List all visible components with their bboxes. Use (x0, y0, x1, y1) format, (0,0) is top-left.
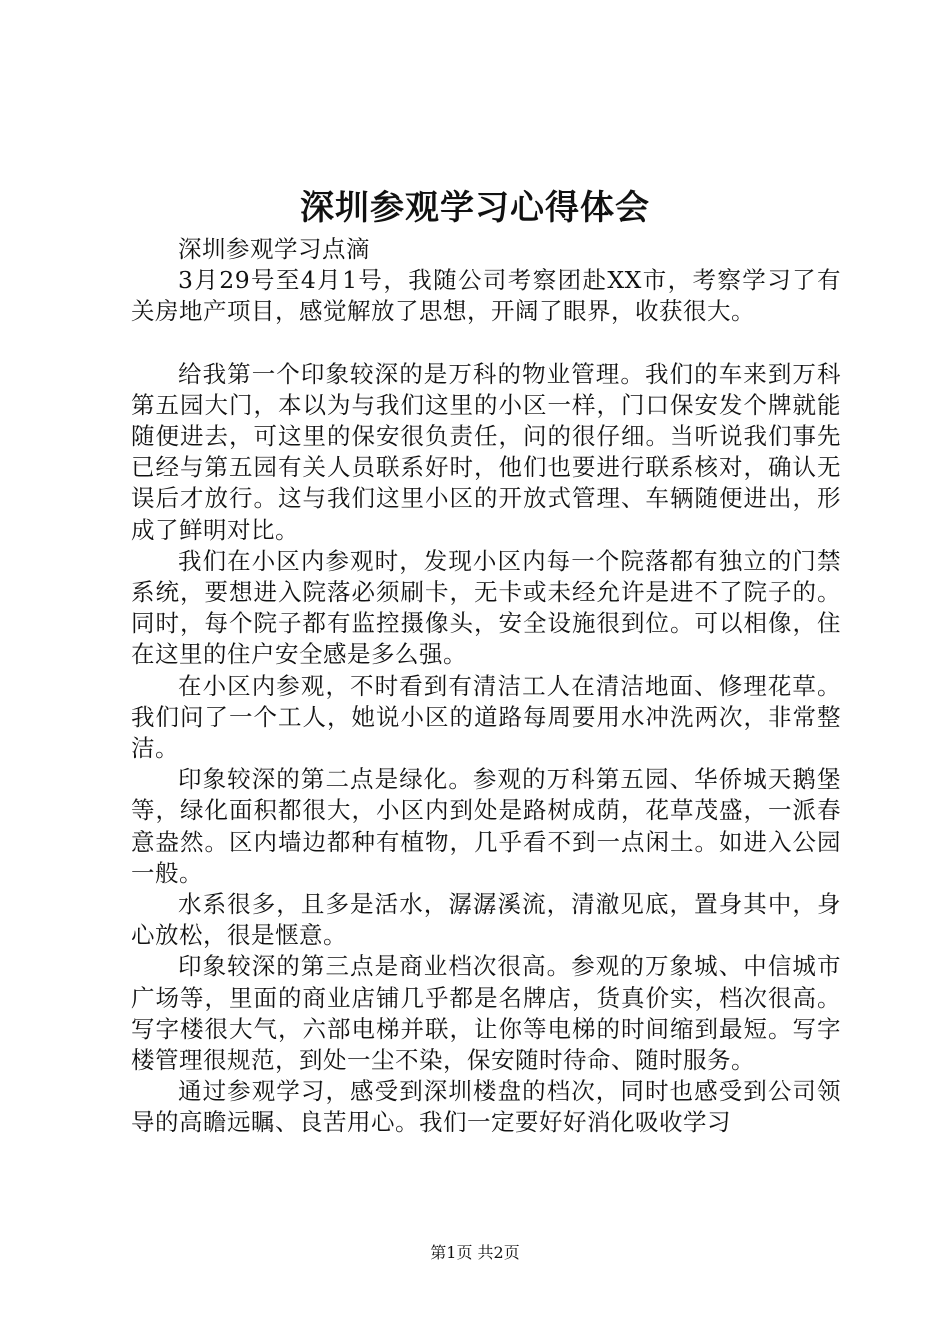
body-paragraph: 3月29号至4月1号，我随公司考察团赴XX市，考察学习了有关房地产项目，感觉解放了思想，开阔了眼界，收获很大。 (131, 266, 841, 326)
body-paragraph: 印象较深的第三点是商业档次很高。参观的万象城、中信城市广场等，里面的商业店铺几乎都是名牌店，货真价实，档次很高。写字楼很大气，六部电梯并联，让你等电梯的时间缩到最短。写字楼管理很规范，到处一尘不染，保安随时待命、随时服务。 (131, 952, 841, 1075)
page-number-footer: 第1页 共2页 (430, 1243, 520, 1262)
subtitle-paragraph: 深圳参观学习点滴 (178, 235, 370, 263)
document-body (131, 234, 841, 1139)
body-paragraph: 给我第一个印象较深的是万科的物业管理。我们的车来到万科第五园大门，本以为与我们这里的小区一样，门口保安发个牌就能随便进去，可这里的保安很负责任，问的很仔细。当听说我们事先已经与第五园有关人员联系好时，他们也要进行联系核对，确认无误后才放行。这与我们这里小区的开放式管理、车辆随便进出，形成了鲜明对比。 (131, 359, 841, 544)
document-title: 深圳参观学习心得体会 (300, 188, 650, 228)
body-paragraph: 印象较深的第二点是绿化。参观的万科第五园、华侨城天鹅堡等，绿化面积都很大，小区内到处是路树成荫，花草茂盛，一派春意盎然。区内墙边都种有植物，几乎看不到一点闲土。如进入公园一般。 (131, 765, 841, 887)
body-paragraph: 通过参观学习，感受到深圳楼盘的档次，同时也感受到公司领导的高瞻远瞩、良苦用心。我们一定要好好消化吸收学习 (131, 1077, 841, 1137)
body-paragraph: 我们在小区内参观时，发现小区内每一个院落都有独立的门禁系统，要想进入院落必须刷卡，无卡或未经允许是进不了院子的。同时，每个院子都有监控摄像头，安全设施很到位。可以相像，住在这里的住户安全感是多么强。 (131, 546, 841, 669)
body-paragraph: 水系很多，且多是活水，潺潺溪流，清澈见底，置身其中，身心放松，很是惬意。 (131, 890, 841, 950)
body-paragraph: 在小区内参观，不时看到有清洁工人在清洁地面、修理花草。我们问了一个工人，她说小区的道路每周要用水冲洗两次，非常整洁。 (131, 671, 841, 763)
